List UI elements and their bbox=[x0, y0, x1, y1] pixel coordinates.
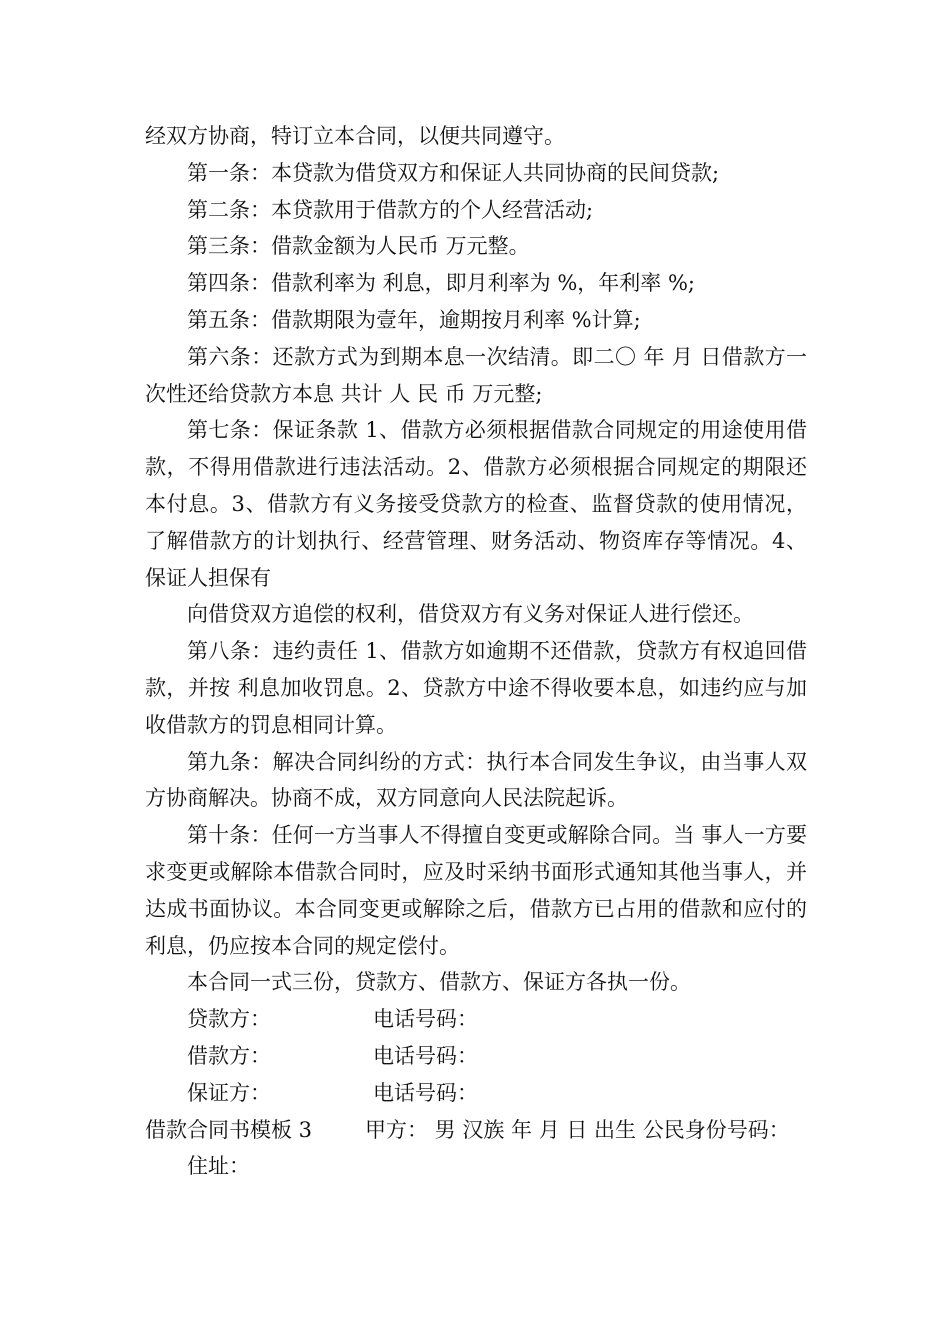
article-10: 第十条：任何一方当事人不得擅自变更或解除合同。当 事人一方要求变更或解除本借款合同时，应及时采纳书面形式通知其他当事人，并达成书面协议。本合同变更或解除之后，借款方已占用的借款和应付的利息，仍应按本合同的规定偿付。 bbox=[145, 823, 807, 958]
article-8: 第八条：违约责任 1、借款方如逾期不还借款，贷款方有权追回借款，并按 利息加收罚息。2、贷款方中途不得收要本息，如违约应与加收借款方的罚息相同计算。 bbox=[145, 639, 807, 737]
contact-row-guarantor bbox=[145, 1075, 807, 1112]
template-title: 借款合同书模板 3 bbox=[145, 1117, 313, 1142]
next-template-header bbox=[145, 1112, 807, 1149]
article-3: 第三条：借款金额为人民币 万元整。 bbox=[187, 234, 530, 259]
article-1: 第一条：本贷款为借贷双方和保证人共同协商的民间贷款; bbox=[187, 160, 720, 185]
article-7: 第七条：保证条款 1、借款方必须根据借款合同规定的用途使用借款，不得用借款进行违法活动。2、借款方必须根据合同规定的期限还本付息。3、借款方有义务接受贷款方的检查、监督贷款的使用情况，了解借款方的计划执行、经营管理、财务活动、物资库存等情况。4、保证人担保有 bbox=[145, 418, 807, 590]
party-label: 贷款方： bbox=[187, 1007, 271, 1032]
phone-label: 电话号码： bbox=[373, 1043, 478, 1068]
phone-label: 电话号码： bbox=[373, 1080, 478, 1105]
intro-paragraph: 经双方协商，特订立本合同，以便共同遵守。 bbox=[145, 124, 565, 148]
article-7-continued: 向借贷双方追偿的权利，借贷双方有义务对保证人进行偿还。 bbox=[187, 602, 754, 627]
party-a-line: 甲方： 男 汉族 年 月 日 出生 公民身份号码： bbox=[365, 1117, 790, 1142]
article-4: 第四条：借款利率为 利息，即月利率为 %，年利率 %; bbox=[187, 271, 696, 296]
contact-row-lender bbox=[145, 1001, 807, 1038]
address-label: 住址： bbox=[187, 1154, 250, 1179]
article-5: 第五条：借款期限为壹年，逾期按月利率 %计算; bbox=[187, 307, 641, 332]
contact-row-borrower bbox=[145, 1038, 807, 1075]
phone-label: 电话号码： bbox=[373, 1007, 478, 1032]
party-label: 保证方： bbox=[187, 1080, 271, 1105]
article-9: 第九条：解决合同纠纷的方式：执行本合同发生争议，由当事人双方协商解决。协商不成，双方同意向人民法院起诉。 bbox=[145, 749, 807, 811]
party-label: 借款方： bbox=[187, 1043, 271, 1068]
copies-clause: 本合同一式三份，贷款方、借款方、保证方各执一份。 bbox=[187, 970, 691, 995]
article-2: 第二条：本贷款用于借款方的个人经营活动; bbox=[187, 197, 594, 222]
document-page bbox=[145, 118, 807, 1185]
article-6: 第六条：还款方式为到期本息一次结清。即二〇 年 月 日借款方一次性还给贷款方本息 共计 人 民 币 万元整; bbox=[145, 344, 807, 406]
